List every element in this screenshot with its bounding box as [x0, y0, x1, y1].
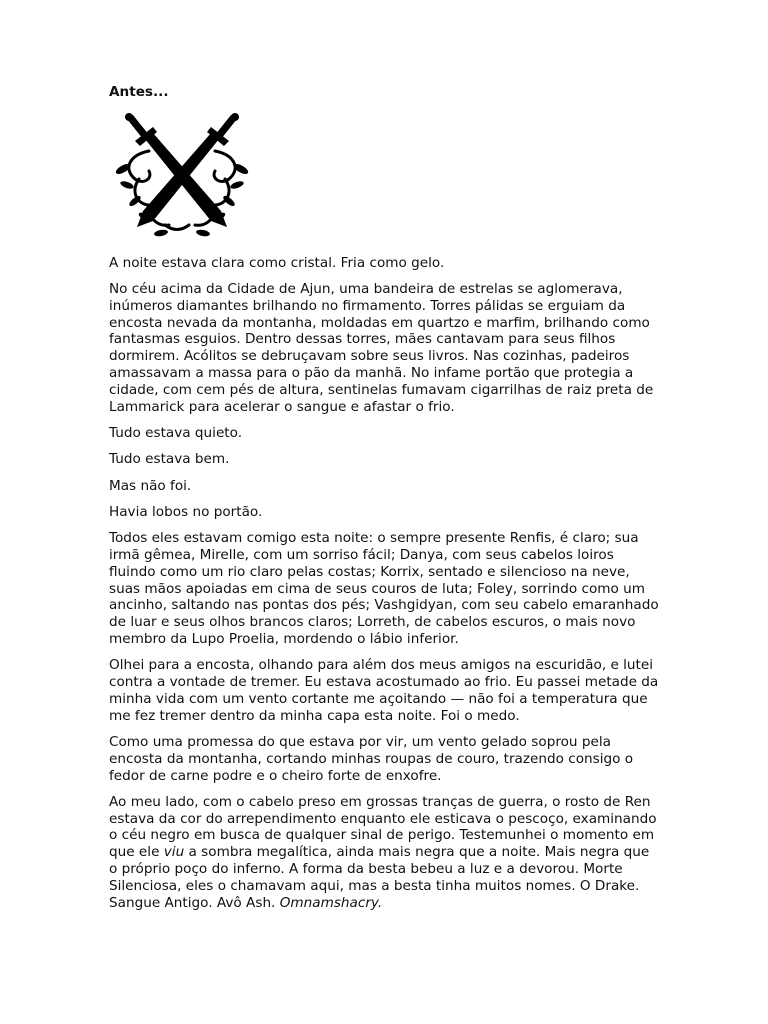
paragraph: A noite estava clara como cristal. Fria como gelo.	[109, 254, 445, 271]
paragraph-text: Ao meu lado, com o cabelo preso em grossas tranças de guerra, o rosto de Ren estava da cor do arrependimento enquanto ele esticava o pescoço, examinando o céu negro em busca de qualquer sinal de perigo. Testemunhei o momento em que ele	[109, 793, 657, 861]
paragraph	[109, 794, 661, 912]
italic-name: Omnamshacry.	[279, 894, 383, 911]
chapter-heading: Antes...	[109, 84, 169, 100]
paragraph: Todos eles estavam comigo esta noite: o sempre presente Renfis, é claro; sua irmã gêmea, Mirelle, com um sorriso fácil; Danya, com seus cabelos loiros fluindo como um rio claro pelas costas; Korrix, sentado e silencioso na neve, suas mãos apoiadas em cima de seus couros de luta; Foley, sorrindo como um ancinho, saltando nas pontas dos pés; Vashgidyan, com seu cabelo emaranhado de luar e seus olhos brancos claros; Lorreth, de cabelos escuros, o mais novo membro da Lupo Proelia, mordendo o lábio inferior.	[109, 530, 659, 647]
paragraph: Havia lobos no portão.	[109, 503, 263, 520]
italic-word: viu	[163, 844, 185, 861]
document-page	[109, 84, 661, 921]
crossed-swords-with-vines-icon	[109, 113, 255, 237]
paragraph: Tudo estava bem.	[109, 451, 230, 468]
paragraph: Tudo estava quieto.	[109, 424, 243, 441]
paragraph: Olhei para a encosta, olhando para além dos meus amigos na escuridão, e lutei contra a vontade de tremer. Eu estava acostumado ao frio. Eu passei metade da minha vida com um vento cortante me açoitando — não foi a temperatura que me fez tremer dentro da minha capa esta noite. Foi o medo.	[109, 657, 659, 724]
paragraph: Como uma promessa do que estava por vir, um vento gelado soprou pela encosta da montanha, cortando minhas roupas de couro, trazendo consigo o fedor de carne podre e o cheiro forte de enxofre.	[109, 733, 634, 784]
paragraph-text: a sombra megalítica, ainda mais negra que a noite. Mais negra que o próprio poço do inferno. A forma da besta bebeu a luz e a devorou. Morte Silenciosa, eles o chamavam aqui, mas a besta tinha muitos nomes. O Drake. Sangue Antigo. Avô Ash.	[109, 844, 650, 911]
paragraph: No céu acima da Cidade de Ajun, uma bandeira de estrelas se aglomerava, inúmeros diamantes brilhando no firmamento. Torres pálidas se erguiam da encosta nevada da montanha, moldadas em quartzo e marfim, brilhando como fantasmas esguios. Dentro dessas torres, mães cantavam para seus filhos dormirem. Acólitos se debruçavam sobre seus livros. Nas cozinhas, padeiros amassavam a massa para o pão da manhã. No infame portão que protegia a cidade, com cem pés de altura, sentinelas fumavam cigarrilhas de raiz preta de Lammarick para acelerar o sangue e afastar o frio.	[109, 281, 654, 415]
paragraph: Mas não foi.	[109, 477, 192, 494]
